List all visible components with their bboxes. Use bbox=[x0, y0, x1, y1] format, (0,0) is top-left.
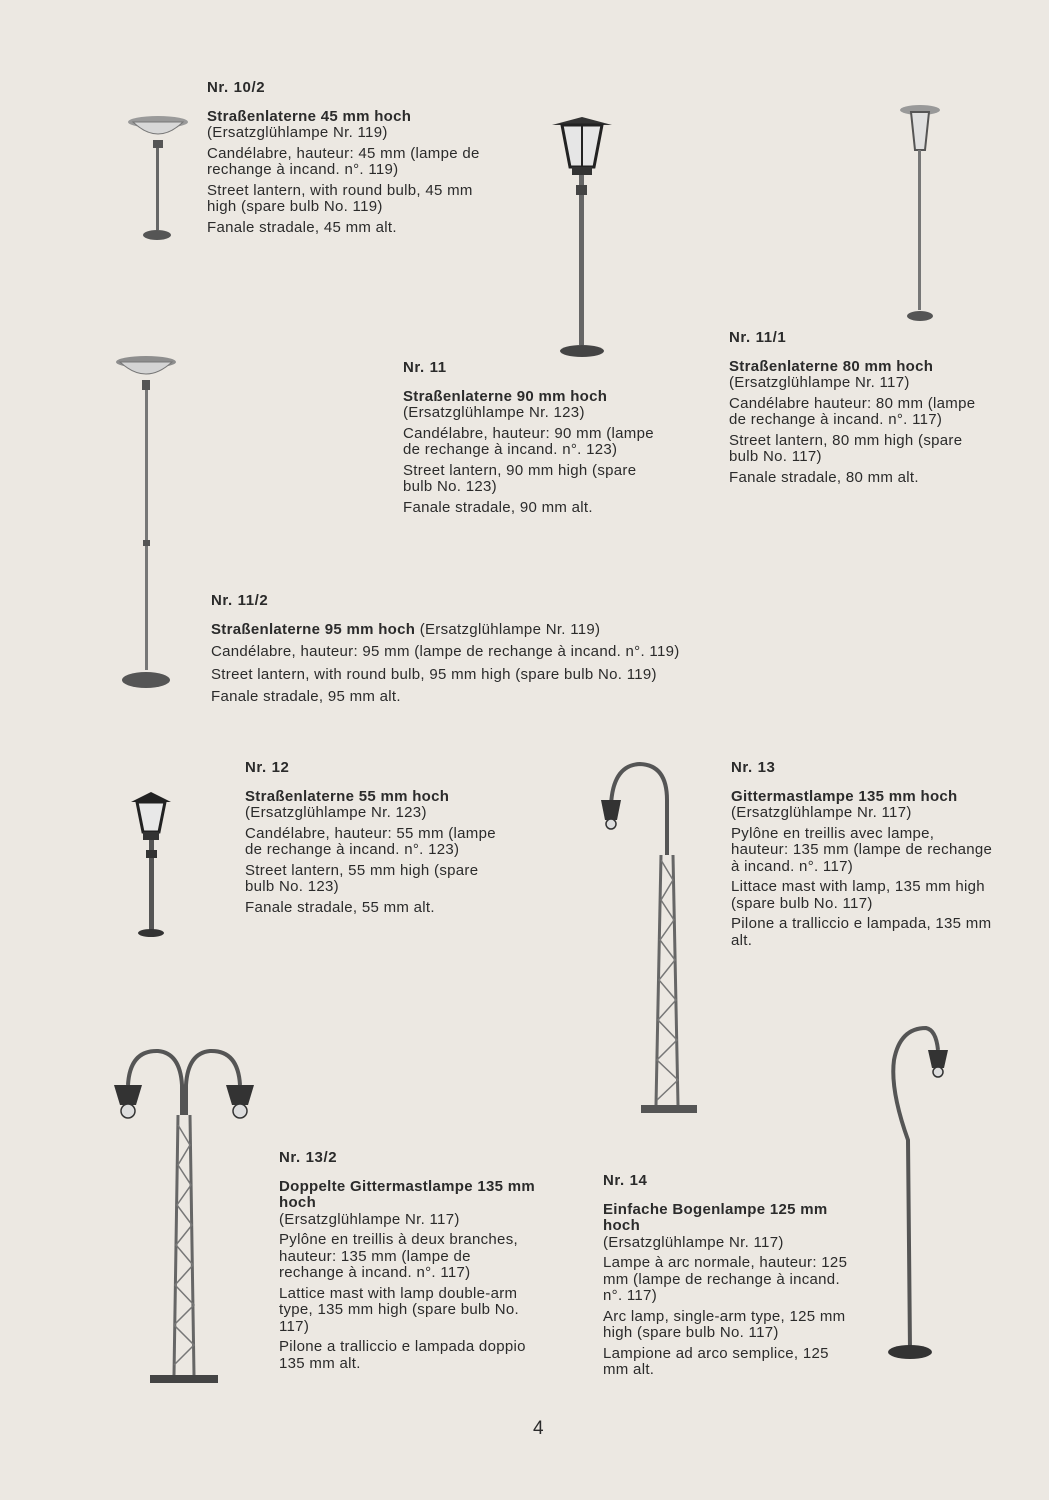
item-english: Lattice mast with lamp double-arm type, 135 mm high (spare bulb No. 117) bbox=[279, 1284, 520, 1335]
item-german: (Ersatzglühlampe Nr. 117) bbox=[731, 804, 912, 821]
item-italian: Lampione ad arco semplice, 125 mm alt. bbox=[603, 1344, 829, 1378]
item-english: Street lantern, with round bulb, 95 mm high (spare bulb No. 119) bbox=[211, 665, 657, 683]
item-german: (Ersatzglühlampe Nr. 119) bbox=[207, 124, 388, 141]
item-10-2 bbox=[207, 80, 497, 240]
street-lantern-12-illustration bbox=[125, 790, 180, 945]
item-number: Nr. 13 bbox=[731, 759, 776, 776]
item-german: (Ersatzglühlampe Nr. 119) bbox=[419, 620, 601, 638]
item-german: (Ersatzglühlampe Nr. 117) bbox=[603, 1233, 784, 1251]
item-number: Nr. 11 bbox=[403, 359, 447, 376]
item-title: Straßenlaterne 90 mm hoch bbox=[403, 387, 608, 405]
item-title: Straßenlaterne 95 mm hoch bbox=[211, 620, 416, 638]
item-french: Candélabre, hauteur: 45 mm (lampe de rechange à incand. n°. 119) bbox=[207, 144, 480, 178]
item-number: Nr. 13/2 bbox=[279, 1149, 338, 1166]
item-english: Street lantern, with round bulb, 45 mm high (spare bulb No. 119) bbox=[207, 181, 473, 215]
item-title: Gittermastlampe 135 mm hoch bbox=[731, 787, 958, 805]
item-italian: Fanale stradale, 80 mm alt. bbox=[729, 468, 919, 486]
item-number: Nr. 11/2 bbox=[211, 592, 269, 609]
street-lantern-11-2-illustration bbox=[112, 350, 182, 695]
item-french: Candélabre, hauteur: 55 mm (lampe de rechange à incand. n°. 123) bbox=[245, 824, 496, 858]
item-english: Street lantern, 80 mm high (spare bulb No. 117) bbox=[729, 431, 963, 465]
item-german: (Ersatzglühlampe Nr. 117) bbox=[729, 374, 910, 391]
street-lantern-10-2-illustration bbox=[125, 110, 195, 250]
item-english: Street lantern, 90 mm high (spare bulb No. 123) bbox=[403, 461, 637, 495]
item-title: Straßenlaterne 80 mm hoch bbox=[729, 357, 934, 375]
item-italian: Fanale stradale, 90 mm alt. bbox=[403, 498, 593, 516]
item-english: Littace mast with lamp, 135 mm high (spare bulb No. 117) bbox=[731, 878, 985, 912]
item-11-2 bbox=[211, 593, 811, 712]
item-13-2 bbox=[279, 1150, 539, 1376]
item-title: Einfache Bogenlampe 125 mm hoch bbox=[603, 1200, 828, 1234]
item-12 bbox=[245, 760, 500, 920]
item-italian: Fanale stradale, 95 mm alt. bbox=[211, 688, 401, 705]
item-german: (Ersatzglühlampe Nr. 123) bbox=[403, 404, 585, 421]
item-english: Arc lamp, single-arm type, 125 mm high (spare bulb No. 117) bbox=[603, 1307, 846, 1341]
item-title: Straßenlaterne 55 mm hoch bbox=[245, 787, 450, 805]
item-11-1 bbox=[729, 330, 989, 490]
item-italian: Pilone a tralliccio e lampada, 135 mm alt. bbox=[731, 915, 992, 949]
item-italian: Pilone a tralliccio e lampada doppio 135 mm alt. bbox=[279, 1338, 526, 1372]
item-number: Nr. 12 bbox=[245, 759, 290, 776]
item-11 bbox=[403, 360, 663, 520]
item-french: Pylône en treillis avec lampe, hauteur: 135 mm (lampe de rechange à incand. n°. 117) bbox=[731, 824, 993, 875]
item-number: Nr. 11/1 bbox=[729, 329, 787, 346]
item-german: (Ersatzglühlampe Nr. 117) bbox=[279, 1210, 460, 1228]
item-14 bbox=[603, 1173, 848, 1383]
item-french: Lampe à arc normale, hauteur: 125 mm (lampe de rechange à incand. n°. 117) bbox=[603, 1254, 848, 1304]
arc-lamp-14-illustration bbox=[880, 1020, 960, 1365]
item-title: Straßenlaterne 45 mm hoch bbox=[207, 107, 412, 125]
item-number: Nr. 14 bbox=[603, 1172, 648, 1189]
page-number: 4 bbox=[533, 1418, 544, 1439]
lattice-mast-lamp-13-illustration bbox=[595, 760, 705, 1120]
item-french: Candélabre hauteur: 80 mm (lampe de rechange à incand. n°. 117) bbox=[729, 394, 976, 428]
item-german: (Ersatzglühlampe Nr. 123) bbox=[245, 804, 427, 821]
item-english: Street lantern, 55 mm high (spare bulb No. 123) bbox=[245, 861, 479, 895]
street-lantern-11-1-illustration bbox=[895, 100, 950, 330]
item-french: Pylône en treillis à deux branches, hauteur: 135 mm (lampe de rechange à incand. n°. 117) bbox=[279, 1231, 518, 1281]
item-title: Doppelte Gittermastlampe 135 mm hoch bbox=[279, 1177, 536, 1211]
item-french: Candélabre, hauteur: 95 mm (lampe de rechange à incand. n°. 119) bbox=[211, 643, 680, 660]
item-number: Nr. 10/2 bbox=[207, 79, 266, 96]
item-french: Candélabre, hauteur: 90 mm (lampe de rechange à incand. n°. 123) bbox=[403, 424, 654, 458]
item-italian: Fanale stradale, 45 mm alt. bbox=[207, 218, 397, 236]
double-lattice-mast-lamp-13-2-illustration bbox=[100, 1045, 270, 1395]
item-13 bbox=[731, 760, 996, 953]
item-italian: Fanale stradale, 55 mm alt. bbox=[245, 898, 435, 916]
street-lantern-11-illustration bbox=[548, 115, 618, 360]
